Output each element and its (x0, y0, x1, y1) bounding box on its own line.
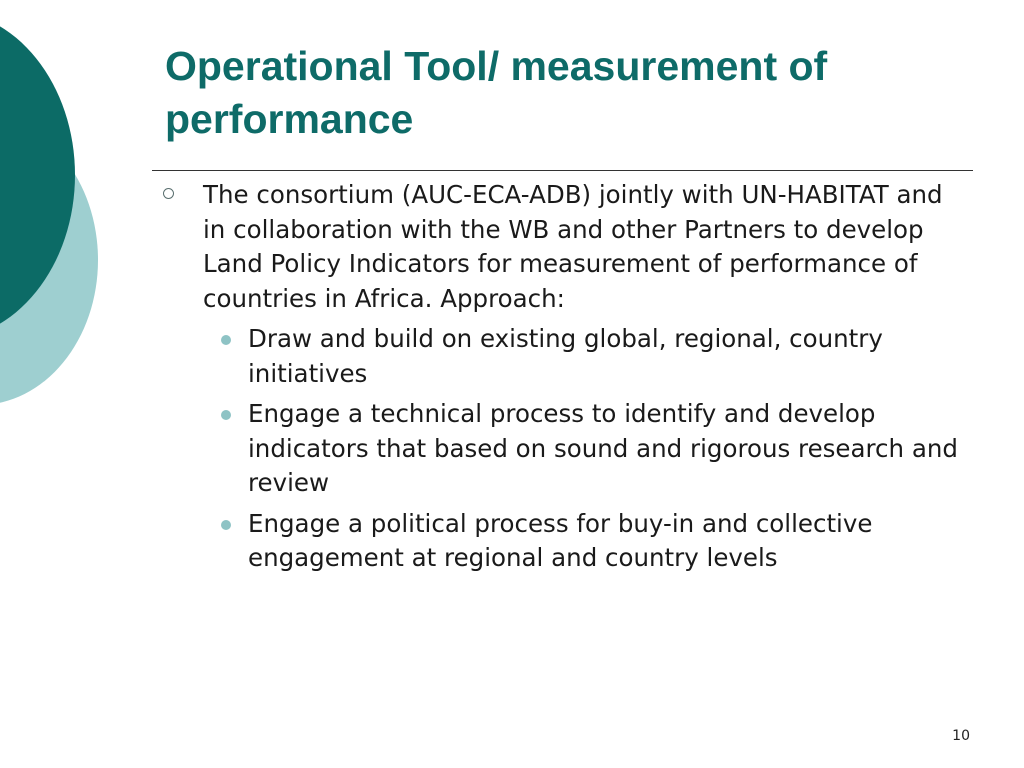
main-bullet-text: The consortium (AUC-ECA-ADB) jointly with UN-HABITAT and in collaboration with the WB and other Partners to develop Land Policy Indicators for measurement of performance of countries in Africa. Approach: (203, 180, 943, 313)
slide-content (163, 178, 963, 582)
sub-bullet-item (203, 397, 963, 501)
title-divider (152, 170, 973, 171)
approach-sublist (163, 322, 963, 576)
dot-bullet-icon (221, 410, 231, 420)
slide-title: Operational Tool/ measurement of performance (165, 43, 828, 142)
page-number: 10 (952, 728, 970, 744)
hollow-circle-bullet-icon (163, 188, 174, 199)
sub-bullet-text: Engage a technical process to identify and develop indicators that based on sound and rigorous research and review (248, 399, 958, 497)
sub-bullet-text: Draw and build on existing global, regional, country initiatives (248, 324, 883, 388)
main-bullet-item (163, 178, 963, 316)
dot-bullet-icon (221, 335, 231, 345)
dot-bullet-icon (221, 520, 231, 530)
sub-bullet-text: Engage a political process for buy-in and collective engagement at regional and country levels (248, 508, 873, 572)
sub-bullet-item (203, 322, 963, 391)
sub-bullet-item (203, 507, 963, 576)
